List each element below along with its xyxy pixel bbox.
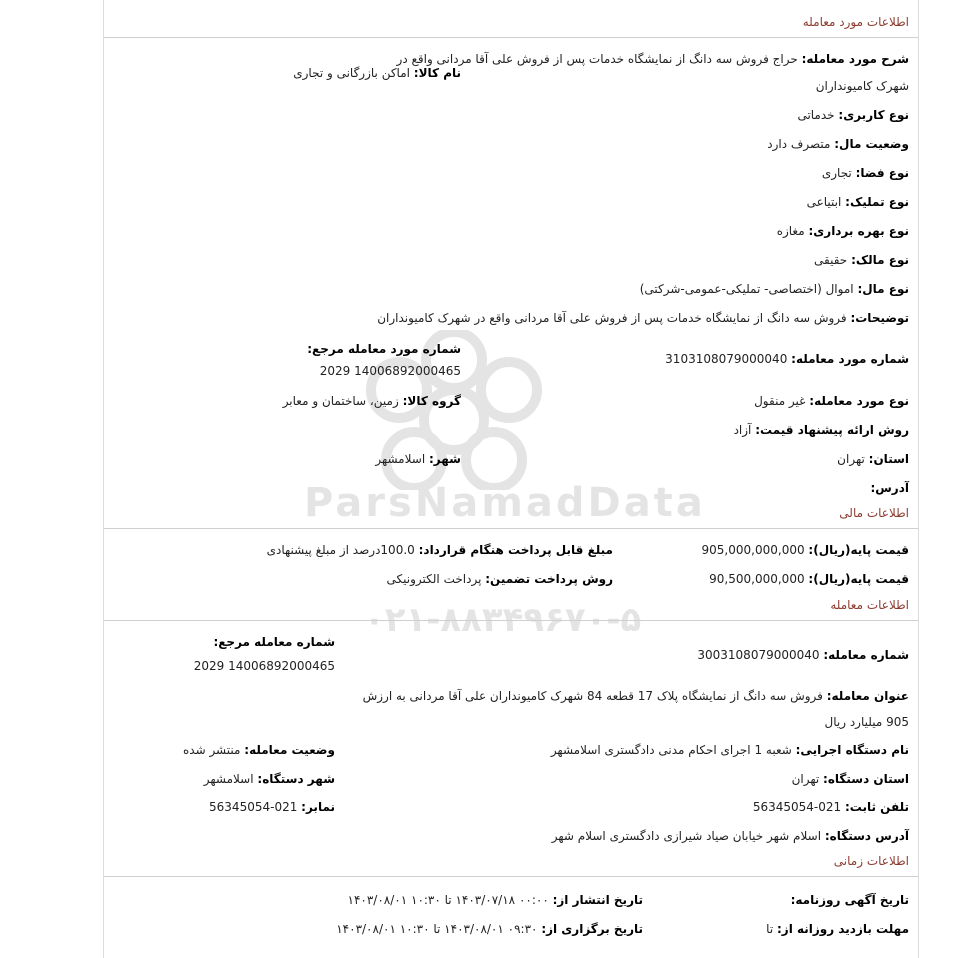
item-reference-label-text: شماره مورد معامله مرجع: [307, 342, 461, 356]
exploitation-type-label: نوع بهره برداری: [808, 224, 909, 238]
payable-amount-value: 100.0درصد از مبلغ پیشنهادی [266, 543, 415, 557]
device-fax [209, 800, 335, 814]
item-notes [377, 311, 909, 325]
guarantee-method [387, 572, 613, 586]
item-reference-number-value: 14006892000465 2029 [319, 364, 461, 378]
deal-title-label: عنوان معامله: [826, 689, 909, 703]
base-price-2 [709, 572, 909, 586]
watermark-brand: ParsNamadData [304, 480, 706, 526]
daily-visit-label: مهلت بازدید روزانه از: [777, 922, 909, 936]
executive-device [551, 743, 909, 757]
item-reference-number-label [307, 342, 461, 356]
item-number-value: 3103108079000040 [665, 352, 788, 366]
space-type-label: نوع فضا: [855, 166, 909, 180]
property-type-value: اموال (اختصاصی- تملیکی-عمومی-شرکتی) [639, 282, 854, 296]
guarantee-method-label: روش پرداخت تضمین: [485, 572, 613, 586]
deal-status-value: منتشر شده [182, 743, 241, 757]
item-type-label: نوع مورد معامله: [809, 394, 909, 408]
exploitation-type [777, 224, 909, 238]
section-header-finance: اطلاعات مالی [104, 499, 918, 529]
item-number-label: شماره مورد معامله: [791, 352, 909, 366]
item-notes-label: توضیحات: [850, 311, 909, 325]
publish-date-label: تاریخ انتشار از: [552, 893, 643, 907]
base-price-2-label: قیمت پایه(ریال): [808, 572, 909, 586]
usage-type [797, 108, 909, 122]
item-notes-value: فروش سه دانگ از نمایشگاه خدمات پس از فروش علی آقا مردانی واقع در شهرک کامیونداران [377, 311, 847, 325]
device-province-value: تهران [791, 772, 820, 786]
space-type [822, 166, 909, 180]
item-number [665, 352, 909, 366]
ownership-type-label: نوع تملیک: [845, 195, 909, 209]
deal-title-line2: 905 میلیارد ریال [824, 715, 909, 729]
price-offer-method-value: آزاد [733, 423, 752, 437]
property-type-label: نوع مال: [857, 282, 909, 296]
owner-type-value: حقیقی [814, 253, 848, 267]
base-price-1 [702, 543, 909, 557]
daily-visit [766, 922, 909, 936]
payable-amount-label: مبلغ قابل پرداخت هنگام قرارداد: [418, 543, 613, 557]
device-city [204, 772, 335, 786]
usage-type-label: نوع کاربری: [838, 108, 909, 122]
daily-visit-value: تا [766, 922, 774, 936]
deal-status [183, 743, 335, 757]
holding-date-value: ۰۹:۳۰ ۱۴۰۳/۰۸/۰۱ تا ۱۰:۳۰ ۱۴۰۳/۰۸/۰۱ [336, 922, 538, 936]
item-city [375, 452, 461, 466]
guarantee-method-value: پرداخت الکترونیکی [386, 572, 482, 586]
item-address [870, 481, 909, 495]
usage-type-value: خدماتی [797, 108, 835, 122]
base-price-2-value: 90,500,000,000 [709, 572, 805, 586]
holding-date-label: تاریخ برگزاری از: [541, 922, 643, 936]
device-province [792, 772, 909, 786]
device-phone [753, 800, 909, 814]
item-group-label: گروه کالا: [402, 394, 461, 408]
item-name-label: نام کالا: [413, 66, 461, 80]
item-city-label: شهر: [429, 452, 461, 466]
item-description-line2: شهرک کامیونداران [815, 79, 909, 93]
item-description [397, 52, 909, 66]
device-city-label: شهر دستگاه: [257, 772, 335, 786]
newspaper-date-label: تاریخ آگهی روزنامه: [790, 893, 909, 907]
item-description-value: حراج فروش سه دانگ از نمایشگاه خدمات پس از فروش علی آقا مردانی واقع در [396, 52, 798, 66]
auction-details-page [103, 0, 919, 958]
owner-type-label: نوع مالک: [851, 253, 909, 267]
deal-number-label: شماره معامله: [823, 648, 909, 662]
price-offer-method-label: روش ارائه پیشنهاد قیمت: [755, 423, 909, 437]
item-province [837, 452, 909, 466]
device-address-label: آدرس دستگاه: [824, 829, 909, 843]
payable-amount [267, 543, 613, 557]
item-name [293, 66, 461, 80]
exploitation-type-value: مغازه [776, 224, 805, 238]
item-group-value: زمین، ساختمان و معابر [282, 394, 399, 408]
base-price-1-value: 905,000,000,000 [701, 543, 805, 557]
price-offer-method [734, 423, 909, 437]
device-fax-label: نمابر: [301, 800, 335, 814]
device-phone-value: 56345054-021 [752, 800, 842, 814]
watermark-phone: ۰۲۱-۸۸۳۴۹۶۷۰-۵ [364, 600, 642, 640]
executive-device-value: شعبه 1 اجرای احکام مدنی دادگستری اسلامشهر [550, 743, 792, 757]
property-status-value: متصرف دارد [767, 137, 831, 151]
executive-device-label: نام دستگاه اجرایی: [795, 743, 909, 757]
section-header-main: اطلاعات مورد معامله [104, 8, 918, 38]
item-description-label: شرح مورد معامله: [801, 52, 909, 66]
item-type [754, 394, 909, 408]
item-name-value: اماکن بازرگانی و تجاری [293, 66, 410, 80]
ownership-type [807, 195, 909, 209]
device-phone-label: تلفن ثابت: [844, 800, 909, 814]
item-address-label: آدرس: [870, 481, 909, 495]
property-status-label: وضعیت مال: [834, 137, 909, 151]
deal-reference-label-text: شماره معامله مرجع: [213, 635, 335, 649]
item-province-value: تهران [837, 452, 865, 466]
property-type [640, 282, 909, 296]
owner-type [814, 253, 909, 267]
section-header-deal: اطلاعات معامله [104, 591, 918, 621]
device-city-value: اسلامشهر [203, 772, 254, 786]
deal-number-value: 3003108079000040 [697, 648, 820, 662]
section-header-time: اطلاعات زمانی [104, 847, 918, 877]
base-price-1-label: قیمت پایه(ریال): [808, 543, 909, 557]
deal-reference-label [213, 635, 335, 649]
item-group [283, 394, 461, 408]
publish-date [348, 893, 643, 907]
device-province-label: استان دستگاه: [823, 772, 909, 786]
space-type-value: تجاری [821, 166, 852, 180]
device-address [552, 829, 909, 843]
item-city-value: اسلامشهر [375, 452, 426, 466]
ownership-type-value: ابتیاعی [806, 195, 842, 209]
device-address-value: اسلام شهر خیابان صیاد شیرازی دادگستری اسلام شهر [551, 829, 822, 843]
deal-status-label: وضعیت معامله: [244, 743, 335, 757]
newspaper-date [791, 893, 909, 907]
deal-title [363, 689, 909, 703]
deal-title-value: فروش سه دانگ از نمایشگاه پلاک 17 قطعه 84 شهرک کامیونداران علی آقا مردانی به ارزش [362, 689, 823, 703]
publish-date-value: ۰۰:۰۰ ۱۴۰۳/۰۷/۱۸ تا ۱۰:۳۰ ۱۴۰۳/۰۸/۰۱ [347, 893, 549, 907]
deal-number [697, 648, 909, 662]
item-province-label: استان: [868, 452, 909, 466]
device-fax-value: 56345054-021 [209, 800, 298, 814]
holding-date [336, 922, 643, 936]
property-status [767, 137, 909, 151]
item-type-value: غیر منقول [754, 394, 806, 408]
deal-reference-value: 14006892000465 2029 [193, 659, 335, 673]
